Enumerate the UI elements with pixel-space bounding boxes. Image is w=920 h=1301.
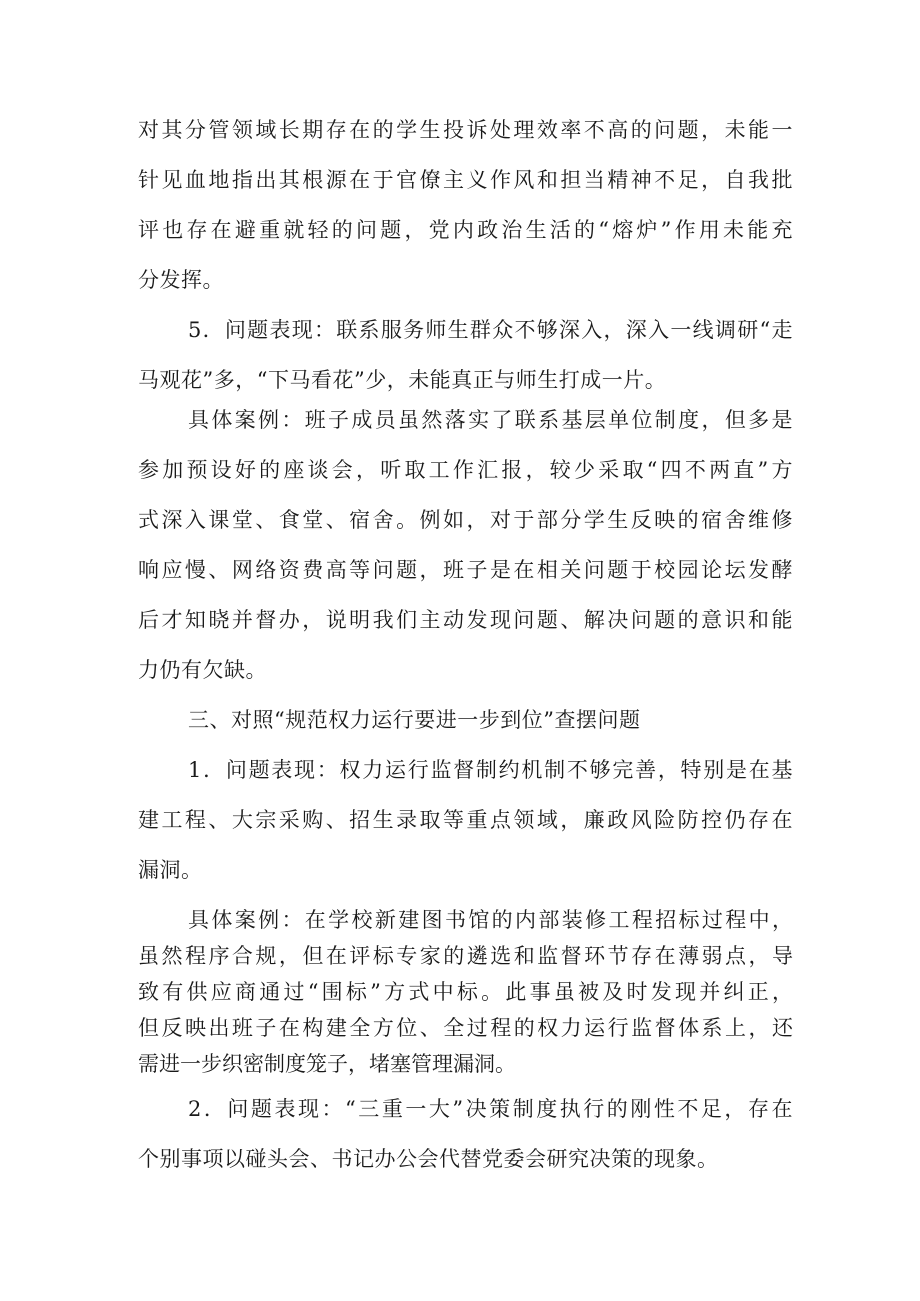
paragraph-6-line-4: 但反映出班子在构建全方位、全过程的权力运行监督体系上，还 [138, 1016, 793, 1040]
paragraph-5-line-3: 漏洞。 [138, 858, 203, 882]
paragraph-7-line-1: 2．问题表现：“三重一大”决策制度执行的刚性不足，存在 [188, 1097, 793, 1121]
paragraph-6-line-3: 致有供应商通过“围标”方式中标。此事虽被及时发现并纠正， [138, 980, 793, 1004]
paragraph-1-line-1: 对其分管领域长期存在的学生投诉处理效率不高的问题，未能一 [138, 118, 793, 142]
paragraph-1-line-3: 评也存在避重就轻的问题，党内政治生活的“熔炉”作用未能充 [138, 218, 793, 242]
paragraph-3-line-3: 式深入课堂、食堂、宿舍。例如，对于部分学生反映的宿舍维修 [138, 508, 793, 532]
section-heading: 三、对照“规范权力运行要进一步到位”查摆问题 [188, 708, 641, 732]
paragraph-6-line-1: 具体案例：在学校新建图书馆的内部装修工程招标过程中， [188, 908, 793, 932]
paragraph-7-line-2: 个别事项以碰头会、书记办公会代替党委会研究决策的现象。 [138, 1147, 719, 1171]
paragraph-3-line-6: 力仍有欠缺。 [138, 658, 267, 682]
paragraph-5-line-2: 建工程、大宗采购、招生录取等重点领域，廉政风险防控仍存在 [138, 808, 793, 832]
paragraph-6-line-5: 需进一步织密制度笼子，堵塞管理漏洞。 [138, 1052, 516, 1076]
paragraph-3-line-5: 后才知晓并督办，说明我们主动发现问题、解决问题的意识和能 [138, 608, 793, 632]
paragraph-1-line-2: 针见血地指出其根源在于官僚主义作风和担当精神不足，自我批 [138, 168, 793, 192]
paragraph-2-line-1: 5．问题表现：联系服务师生群众不够深入，深入一线调研“走 [188, 318, 793, 342]
paragraph-3-line-1: 具体案例：班子成员虽然落实了联系基层单位制度，但多是 [188, 408, 793, 432]
paragraph-2-line-2: 马观花”多，“下马看花”少，未能真正与师生打成一片。 [138, 368, 667, 392]
paragraph-1-line-4: 分发挥。 [138, 268, 224, 292]
paragraph-3-line-4: 响应慢、网络资费高等问题，班子是在相关问题于校园论坛发酵 [138, 558, 793, 582]
paragraph-6-line-2: 虽然程序合规，但在评标专家的遴选和监督环节存在薄弱点，导 [138, 944, 793, 968]
paragraph-3-line-2: 参加预设好的座谈会，听取工作汇报，较少采取“四不两直”方 [138, 458, 793, 482]
paragraph-5-line-1: 1．问题表现：权力运行监督制约机制不够完善，特别是在基 [188, 758, 793, 782]
